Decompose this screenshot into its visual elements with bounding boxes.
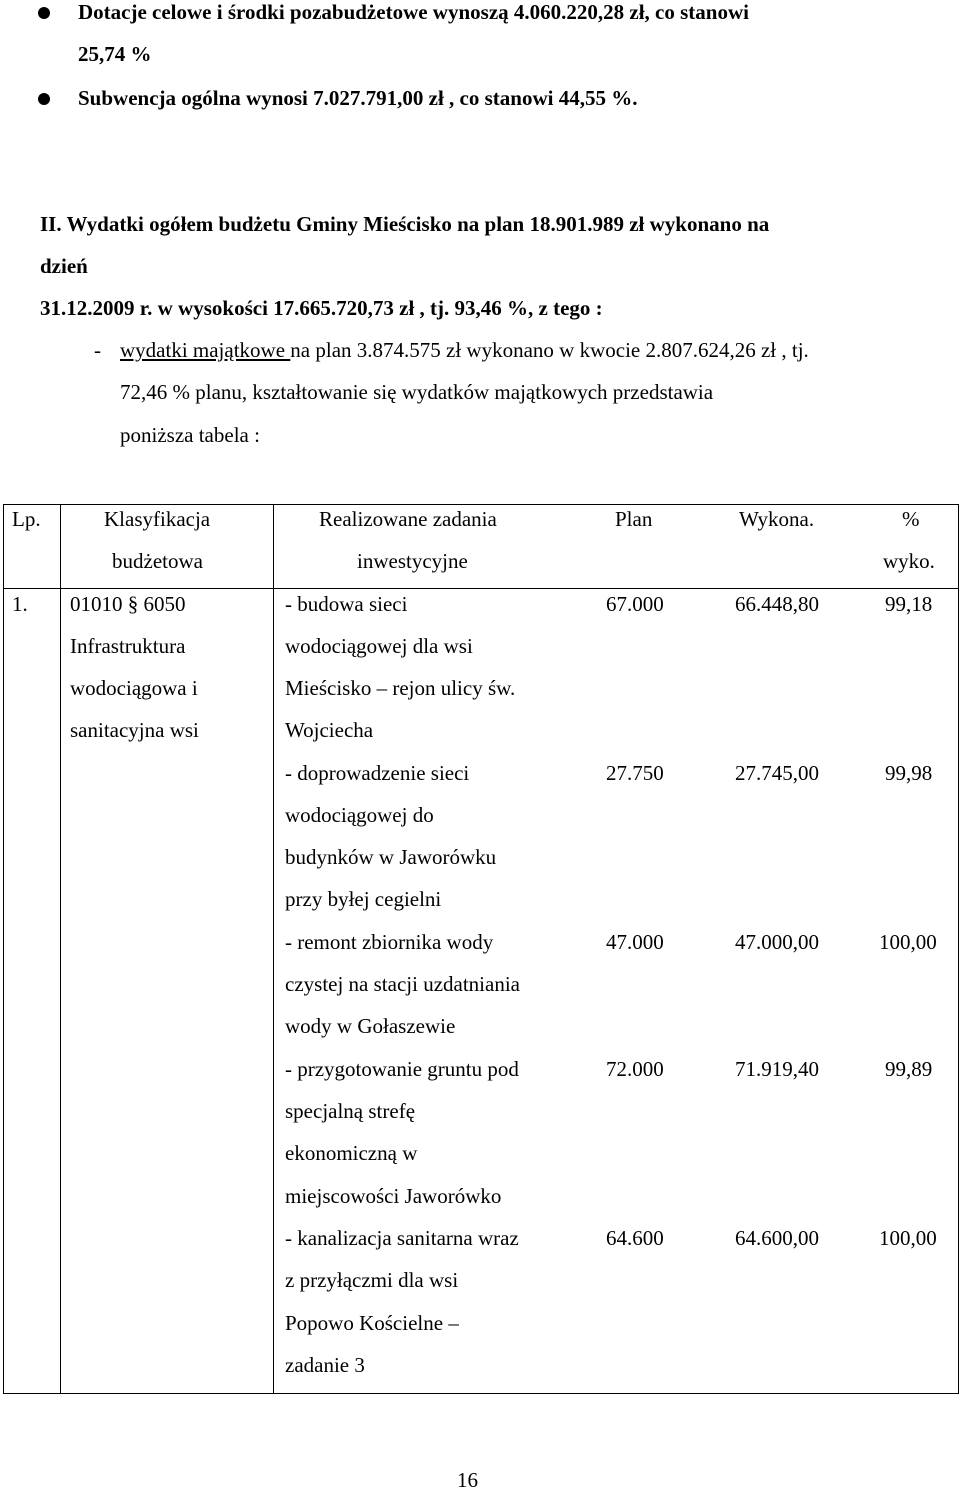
header-klasyfikacja: Klasyfikacja (104, 507, 211, 531)
task-plan: 64.600 (606, 1226, 664, 1250)
task-percent: 100,00 (879, 1226, 937, 1250)
sub-rest: na plan 3.874.575 zł wykonano w kwocie 2.807.624,26 zł , tj. (290, 338, 809, 362)
header-wykona: Wykona. (739, 507, 815, 531)
sub-underlined: wydatki majątkowe (120, 338, 291, 362)
paragraph-sign-icon: § (127, 592, 139, 616)
task-percent: 99,98 (885, 761, 933, 785)
task-percent: 99,89 (885, 1057, 933, 1081)
bullet-dot-icon (38, 7, 50, 19)
task-percent: 99,18 (885, 592, 933, 616)
task-line: czystej na stacji uzdatniania (285, 972, 520, 996)
task-line: - budowa sieci (285, 592, 408, 616)
table-border-2 (273, 504, 274, 1394)
task-line: przy byłej cegielni (285, 887, 442, 911)
task-plan: 72.000 (606, 1057, 664, 1081)
task-line: ekonomiczną w (285, 1141, 418, 1165)
header-inwestycyjne: inwestycyjne (357, 549, 468, 573)
row-chapter: 01010 (70, 592, 123, 616)
table-border-right (958, 504, 959, 1394)
table-border-left (3, 504, 4, 1394)
bullet-dot-icon (38, 93, 50, 105)
task-line: wodociągowej dla wsi (285, 634, 473, 658)
sub-dash: - (94, 338, 101, 362)
header-plan: Plan (615, 507, 653, 531)
row-paragraph: 6050 (143, 592, 186, 616)
task-line: zadanie 3 (285, 1353, 365, 1377)
table-header-border (3, 588, 959, 589)
task-line: Mieścisko – rejon ulicy św. (285, 676, 516, 700)
task-plan: 27.750 (606, 761, 664, 785)
task-percent: 100,00 (879, 930, 937, 954)
header-wyko: wyko. (883, 549, 935, 573)
bullet-1-line1: Dotacje celowe i środki pozabudżetowe wynoszą 4.060.220,28 zł, co stanowi (78, 0, 749, 24)
task-plan: 67.000 (606, 592, 664, 616)
task-executed: 71.919,40 (735, 1057, 819, 1081)
table-border-1 (60, 504, 61, 1394)
task-line: wodociągowej do (285, 803, 434, 827)
row-klasyfikacja-line: sanitacyjna wsi (70, 718, 199, 742)
task-executed: 64.600,00 (735, 1226, 819, 1250)
row-klasyfikacja-line: Infrastruktura (70, 634, 186, 658)
task-line: wody w Gołaszewie (285, 1014, 456, 1038)
row-klasyfikacja-line: wodociągowa i (70, 676, 198, 700)
sub-line3: poniższa tabela : (120, 423, 260, 447)
section-line1: II. Wydatki ogółem budżetu Gminy Mieścisko na plan 18.901.989 zł wykonano na (40, 212, 770, 236)
sub-line1 (120, 340, 809, 361)
task-executed: 27.745,00 (735, 761, 819, 785)
header-budzetowa: budżetowa (112, 549, 203, 573)
row-klasyfikacja-code (70, 594, 186, 615)
header-zadania: Realizowane zadania (319, 507, 497, 531)
task-line: - kanalizacja sanitarna wraz (285, 1226, 519, 1250)
section-line2: dzień (40, 254, 88, 278)
task-line: Wojciecha (285, 718, 374, 742)
task-executed: 47.000,00 (735, 930, 819, 954)
task-line: budynków w Jaworówku (285, 845, 497, 869)
bullet-1-line2: 25,74 % (78, 42, 152, 66)
task-line: - remont zbiornika wody (285, 930, 494, 954)
task-line: z przyłączmi dla wsi (285, 1268, 459, 1292)
task-line: miejscowości Jaworówko (285, 1184, 502, 1208)
task-line: - przygotowanie gruntu pod (285, 1057, 519, 1081)
header-percent: % (902, 507, 920, 531)
sub-line2: 72,46 % planu, kształtowanie się wydatków majątkowych przedstawia (120, 380, 714, 404)
task-executed: 66.448,80 (735, 592, 819, 616)
task-line: Popowo Kościelne – (285, 1311, 459, 1335)
table-top-border (3, 504, 959, 505)
task-line: - doprowadzenie sieci (285, 761, 470, 785)
page-number: 16 (457, 1468, 478, 1492)
header-lp: Lp. (12, 507, 41, 531)
row-lp: 1. (12, 592, 28, 616)
task-plan: 47.000 (606, 930, 664, 954)
bullet-2-line1: Subwencja ogólna wynosi 7.027.791,00 zł , co stanowi 44,55 %. (78, 86, 638, 110)
section-line3: 31.12.2009 r. w wysokości 17.665.720,73 zł , tj. 93,46 %, z tego : (40, 296, 603, 320)
table-bottom-border (3, 1393, 959, 1394)
task-line: specjalną strefę (285, 1099, 416, 1123)
